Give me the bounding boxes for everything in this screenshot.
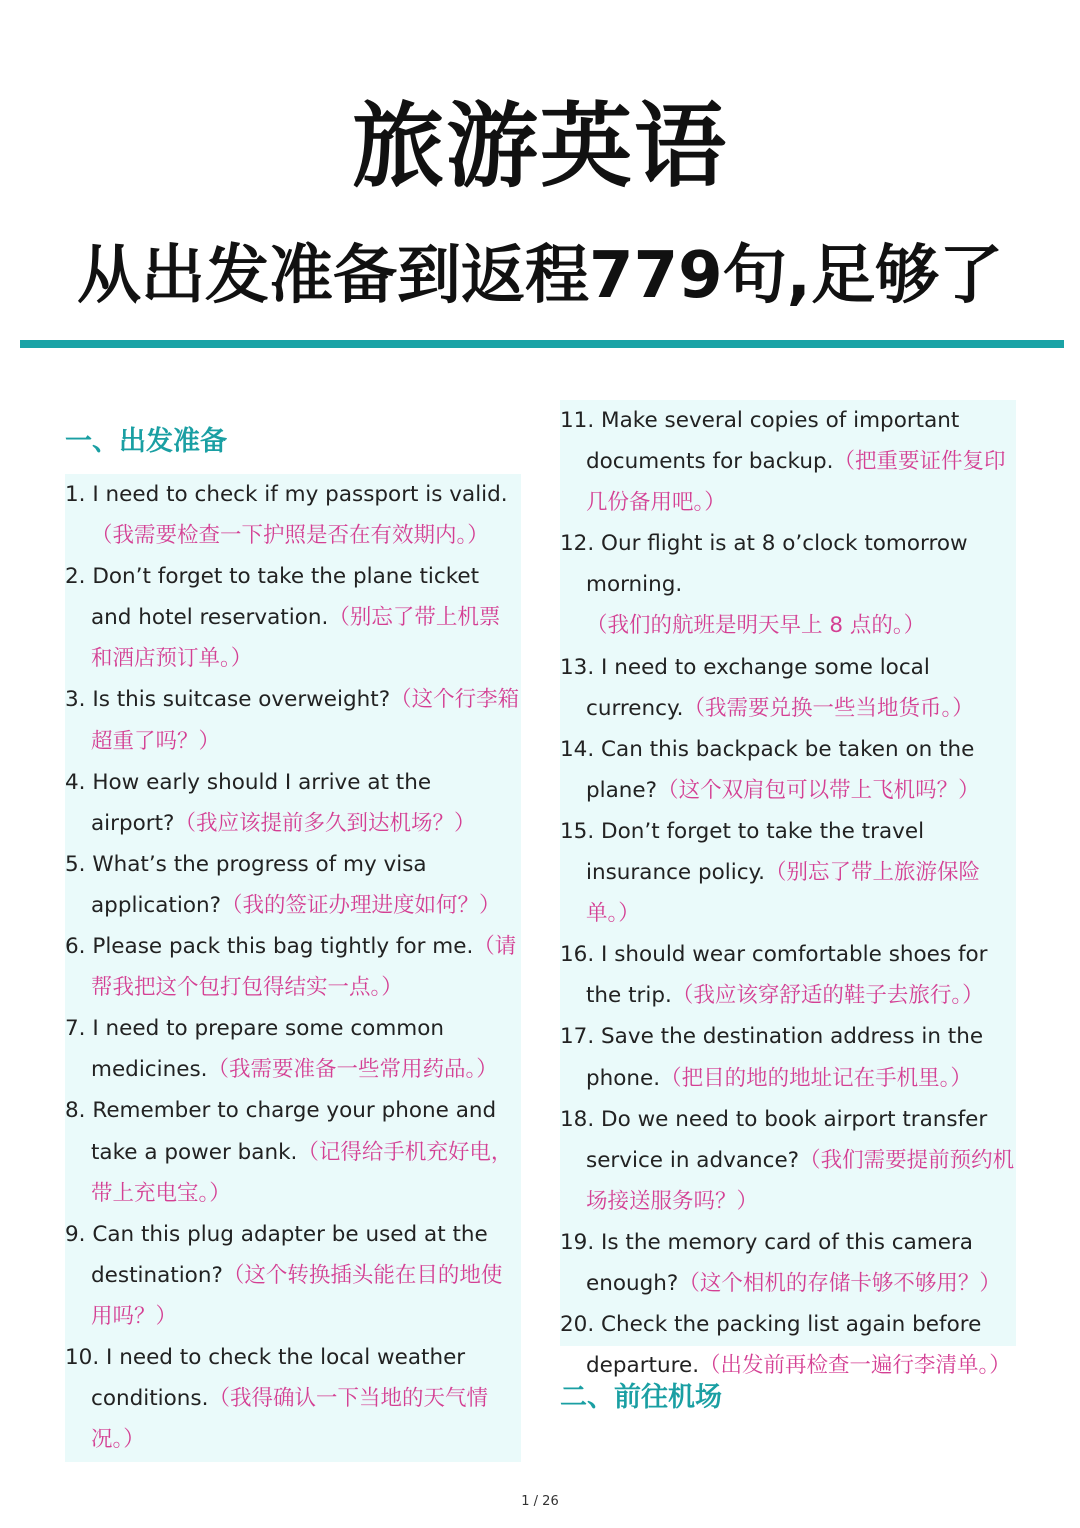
phrase-item bbox=[560, 647, 1016, 729]
phrase-chinese: （这个转换插头能在目的地使用吗？） bbox=[91, 1262, 503, 1329]
phrase-item bbox=[65, 926, 521, 1008]
phrase-chinese: （我的签证办理进度如何？） bbox=[221, 892, 501, 918]
phrase-item bbox=[560, 400, 1016, 523]
phrase-number: 18. bbox=[560, 1106, 595, 1132]
phrase-item bbox=[560, 1304, 1016, 1386]
phrase-item bbox=[65, 1090, 521, 1213]
phrase-item bbox=[560, 1016, 1016, 1098]
phrase-english: Do we need to book airport transfer service in advance? bbox=[586, 1106, 988, 1173]
phrase-chinese: （出发前再检查一遍行李清单。） bbox=[699, 1353, 1011, 1379]
phrase-item bbox=[65, 762, 521, 844]
phrase-english: I need to prepare some common medicines. bbox=[85, 1016, 445, 1083]
phrase-english: Can this backpack be taken on the plane? bbox=[586, 736, 975, 803]
phrase-english: What’s the progress of my visa application? bbox=[85, 851, 427, 918]
phrase-chinese: （我需要检查一下护照是否在有效期内。） bbox=[91, 523, 489, 549]
phrase-item bbox=[560, 1099, 1016, 1222]
phrase-chinese: （这个双肩包可以带上飞机吗？） bbox=[657, 777, 980, 803]
phrase-english: Make several copies of important documents for backup. bbox=[586, 408, 960, 475]
page-subtitle: 从出发准备到返程779句,足够了 bbox=[77, 239, 1003, 313]
phrase-chinese: （我得确认一下当地的天气情况。） bbox=[91, 1386, 488, 1453]
section-heading-departure-prep: 一、出发准备 bbox=[65, 426, 227, 457]
phrase-number: 2. bbox=[65, 564, 86, 590]
phrase-english: Save the destination address in the phone. bbox=[586, 1024, 984, 1091]
phrase-number: 3. bbox=[65, 687, 86, 713]
phrase-english: Is the memory card of this camera enough? bbox=[586, 1229, 973, 1296]
phrase-item bbox=[65, 1214, 521, 1337]
phrase-chinese: （别忘了带上旅游保险单。） bbox=[586, 860, 981, 927]
phrase-number: 10. bbox=[65, 1344, 100, 1370]
phrase-english: Please pack this bag tightly for me. bbox=[85, 934, 474, 960]
phrase-number: 8. bbox=[65, 1098, 86, 1124]
phrase-item bbox=[560, 523, 1016, 646]
phrase-item bbox=[560, 934, 1016, 1016]
phrase-chinese: （我需要兑换一些当地货币。） bbox=[683, 695, 974, 721]
phrase-number: 1. bbox=[65, 482, 86, 507]
phrase-number: 6. bbox=[65, 934, 86, 960]
phrase-english: Don’t forget to take the travel insurance policy. bbox=[586, 818, 925, 886]
phrase-english: I need to exchange some local currency. bbox=[586, 654, 930, 721]
phrase-chinese: （别忘了带上机票和酒店预订单。） bbox=[91, 605, 501, 672]
phrase-list-left bbox=[65, 474, 521, 1462]
phrase-number: 9. bbox=[65, 1221, 86, 1247]
phrase-chinese: （我们的航班是明天早上 8 点的。） bbox=[586, 613, 926, 639]
phrase-item bbox=[560, 729, 1016, 811]
page-number: 1 / 26 bbox=[521, 1494, 559, 1509]
phrase-chinese: （我应该提前多久到达机场？） bbox=[174, 810, 476, 836]
phrase-chinese: （请帮我把这个包打包得结实一点。） bbox=[91, 934, 517, 1001]
phrase-chinese: （我们需要提前预约机场接送服务吗？） bbox=[586, 1147, 1015, 1214]
phrase-number: 20. bbox=[560, 1312, 595, 1338]
phrase-number: 11. bbox=[560, 408, 595, 433]
page-title: 旅游英语 bbox=[351, 93, 728, 200]
phrase-number: 7. bbox=[65, 1016, 86, 1042]
phrase-item bbox=[65, 474, 521, 556]
phrase-item bbox=[65, 556, 521, 679]
phrase-chinese: （把目的地的地址记在手机里。） bbox=[660, 1065, 972, 1091]
title-divider bbox=[20, 340, 1064, 348]
phrase-number: 15. bbox=[560, 818, 595, 844]
phrase-chinese: （记得给手机充好电，带上充电宝。） bbox=[91, 1139, 513, 1206]
phrase-number: 12. bbox=[560, 531, 595, 557]
phrase-item bbox=[65, 1337, 521, 1460]
phrase-english: Is this suitcase overweight? bbox=[85, 687, 391, 713]
phrase-english: How early should I arrive at the airport? bbox=[85, 769, 432, 836]
phrase-item bbox=[65, 1008, 521, 1090]
phrase-english: Don’t forget to take the plane ticket and hotel reservation. bbox=[85, 564, 480, 631]
phrase-item bbox=[65, 844, 521, 926]
phrase-chinese: （我需要准备一些常用药品。） bbox=[207, 1057, 498, 1083]
phrase-english: Remember to charge your phone and take a power bank. bbox=[85, 1098, 497, 1165]
phrase-item bbox=[560, 1222, 1016, 1304]
phrase-number: 17. bbox=[560, 1024, 595, 1050]
phrase-english: Check the packing list again before departure. bbox=[586, 1312, 982, 1379]
phrase-item bbox=[65, 679, 521, 761]
phrase-number: 16. bbox=[560, 942, 595, 968]
phrase-english: I should wear comfortable shoes for the trip. bbox=[586, 942, 988, 1009]
phrase-english: I need to check if my passport is valid. bbox=[85, 482, 508, 507]
phrase-english: Our flight is at 8 o’clock tomorrow morning. bbox=[586, 531, 968, 598]
phrase-english: I need to check the local weather conditions. bbox=[91, 1344, 466, 1412]
phrase-number: 5. bbox=[65, 851, 86, 877]
phrase-number: 13. bbox=[560, 654, 595, 680]
phrase-chinese: （我应该穿舒适的鞋子去旅行。） bbox=[671, 983, 984, 1009]
phrase-chinese: （把重要证件复印几份备用吧。） bbox=[586, 449, 1006, 516]
phrase-number: 14. bbox=[560, 736, 595, 762]
phrase-item bbox=[560, 811, 1016, 934]
phrase-number: 19. bbox=[560, 1229, 595, 1255]
phrase-english: Can this plug adapter be used at the destination? bbox=[85, 1221, 488, 1288]
phrase-chinese: （这个相机的存储卡够不够用？） bbox=[678, 1270, 1001, 1296]
phrase-chinese: （这个行李箱超重了吗？） bbox=[91, 687, 520, 754]
phrase-number: 4. bbox=[65, 769, 86, 795]
phrase-list-right bbox=[560, 400, 1016, 1379]
section-heading-to-airport: 二、前往机场 bbox=[560, 1382, 722, 1413]
